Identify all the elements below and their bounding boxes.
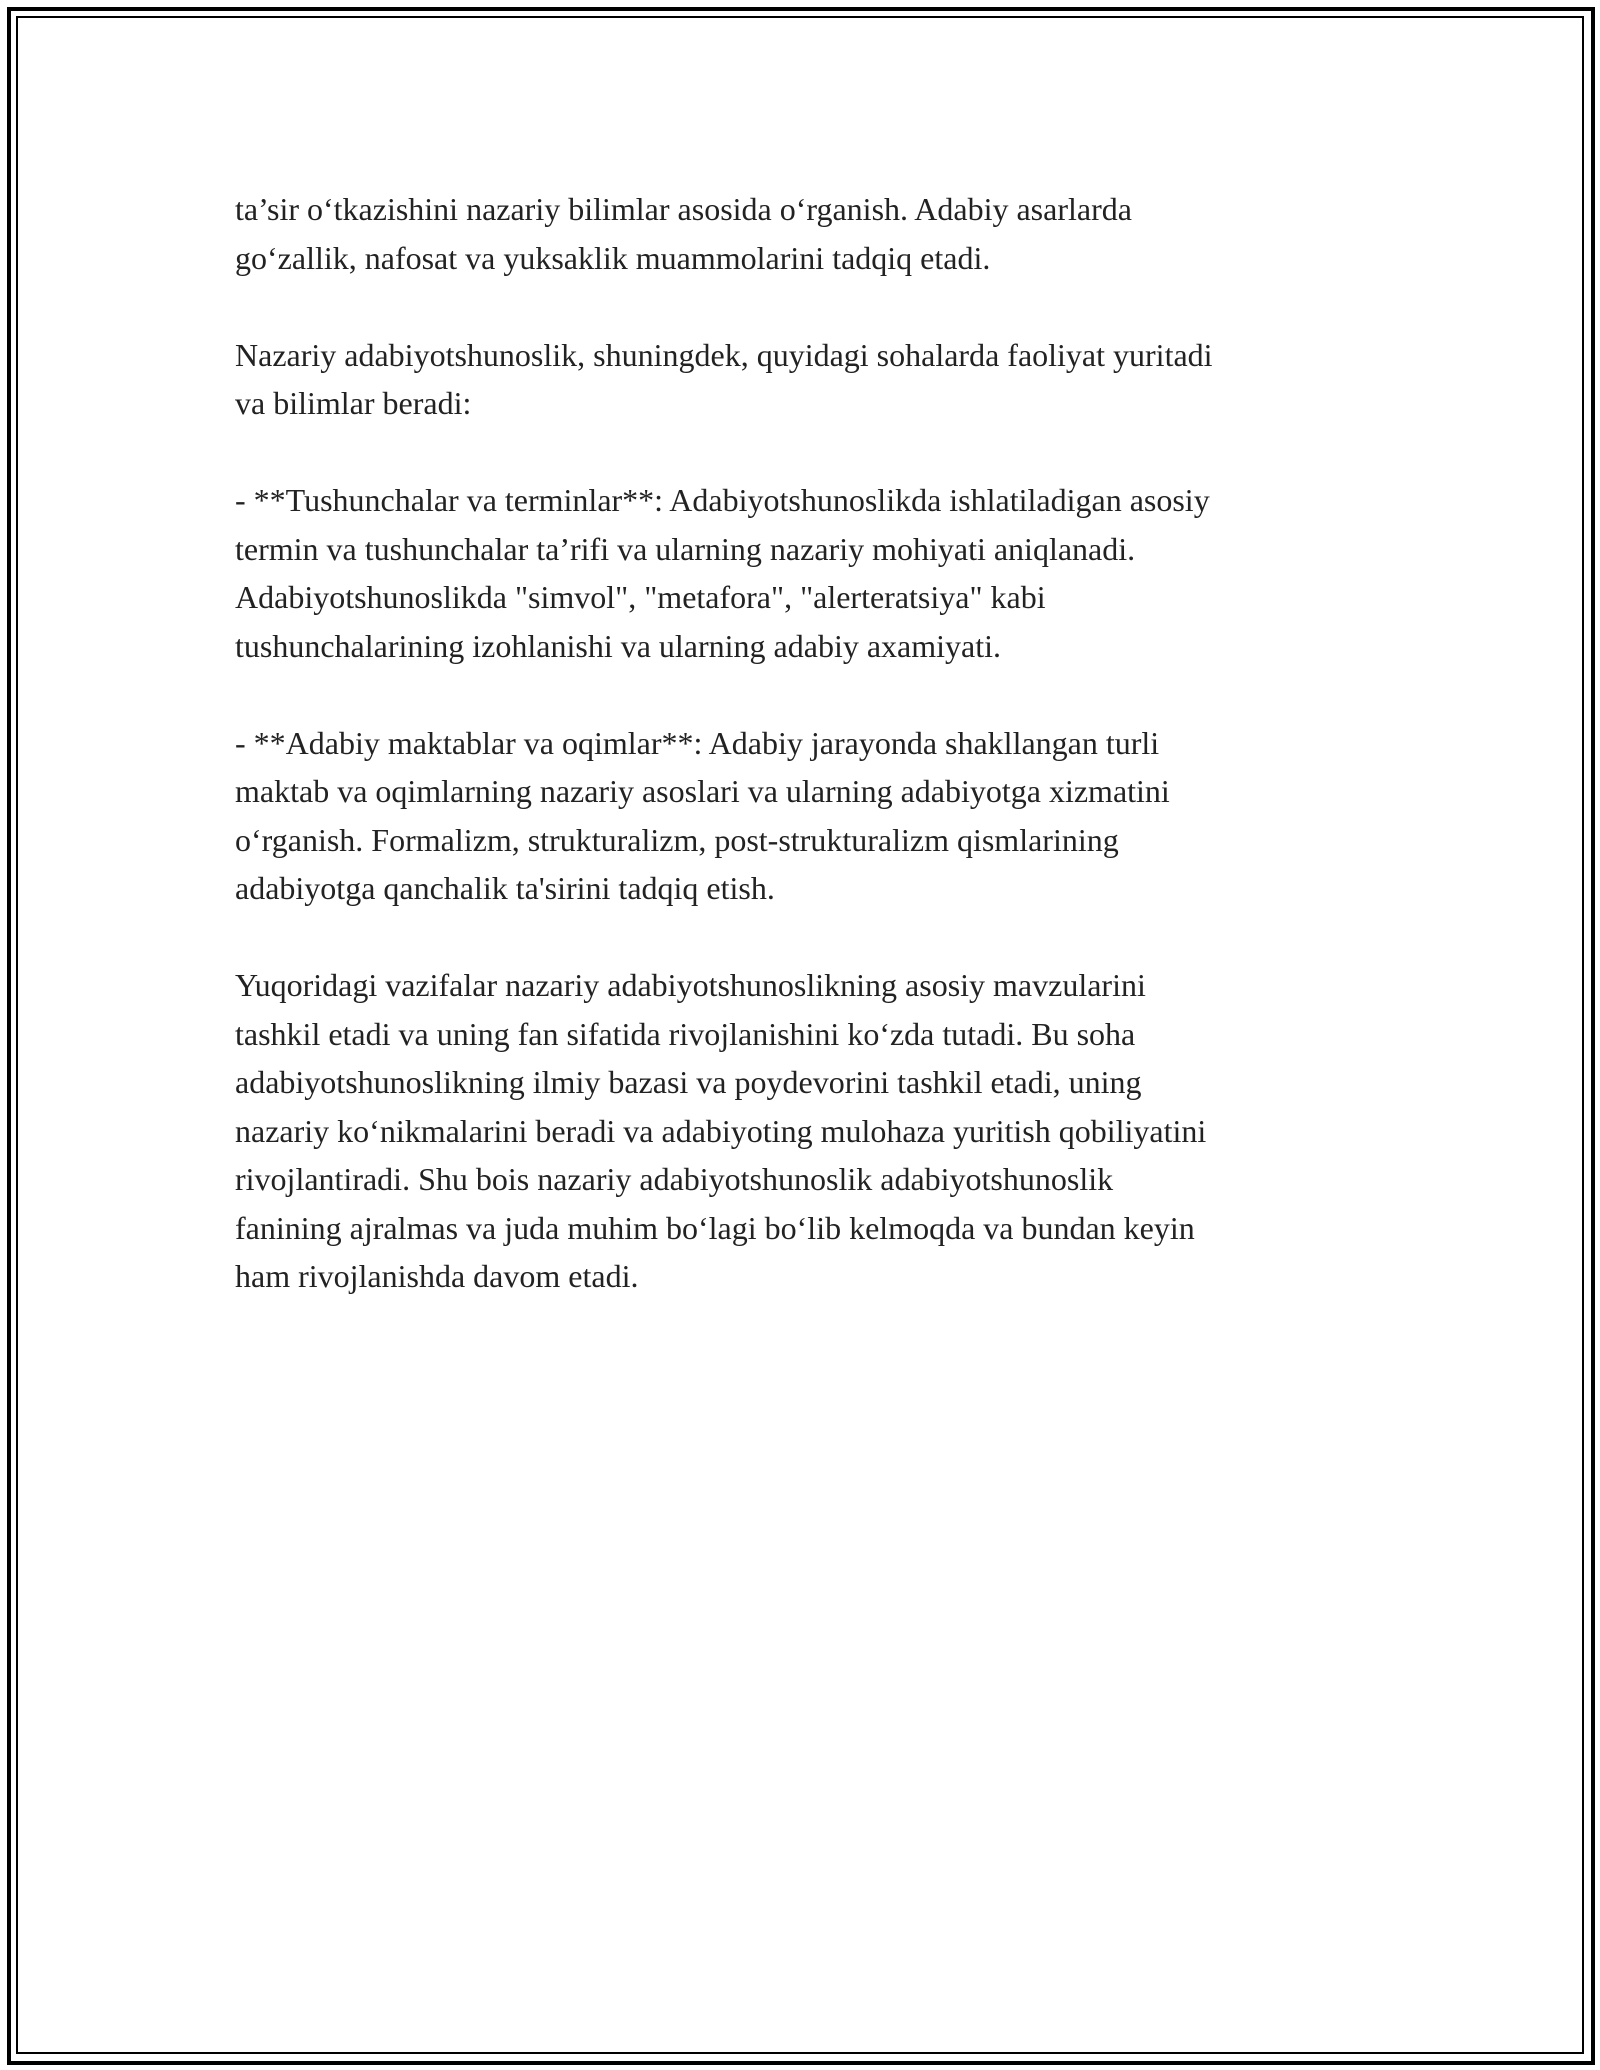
text-line: ta’sir o‘tkazishini nazariy bilimlar asosida o‘rganish. Adabiy asarlarda [235,191,1132,227]
list-item-concepts-terms [235,476,1375,670]
paragraph-intro-continuation [235,185,1375,282]
text-line: tushunchalarining izohlanishi va ularning adabiy axamiyati. [235,627,1002,664]
paragraph-conclusion [235,961,1375,1301]
text-line: tashkil etadi va uning fan sifatida rivojlanishini ko‘zda tutadi. Bu soha [235,1015,1136,1052]
text-line: fanining ajralmas va juda muhim bo‘lagi bo‘lib kelmoqda va bundan keyin [235,1209,1195,1246]
text-line: ham rivojlanishda davom etadi. [235,1258,639,1294]
text-line: Adabiyotshunoslikda "simvol", "metafora", "alerteratsiya" kabi [235,579,1046,615]
text-line: nazariy ko‘nikmalarini beradi va adabiyoting mulohaza yuritish qobiliyatini [235,1112,1207,1149]
text-line: go‘zallik, nafosat va yuksaklik muammolarini tadqiq etadi. [235,239,991,276]
paragraph-fields-intro [235,331,1375,428]
text-line: va bilimlar beradi: [235,385,472,421]
text-line: rivojlantiradi. Shu bois nazariy adabiyotshunoslik adabiyotshunoslik [235,1161,1114,1197]
text-line: - **Adabiy maktablar va oqimlar**: Adabiy jarayonda shakllangan turli [235,724,1160,761]
text-line: - **Tushunchalar va terminlar**: Adabiyotshunoslikda ishlatiladigan asosiy [235,482,1210,518]
list-item-schools-movements [235,719,1375,913]
text-line: adabiyotga qanchalik ta'sirini tadqiq etish. [235,870,775,906]
text-line: Yuqoridagi vazifalar nazariy adabiyotshunoslikning asosiy mavzularini [235,967,1146,1003]
document-body [235,185,1375,1349]
text-line: termin va tushunchalar ta’rifi va ularning nazariy mohiyati aniqlanadi. [235,530,1136,567]
text-line: o‘rganish. Formalizm, strukturalizm, post-strukturalizm qismlarining [235,821,1119,858]
text-line: Nazariy adabiyotshunoslik, shuningdek, quyidagi sohalarda faoliyat yuritadi [235,336,1213,373]
text-line: adabiyotshunoslikning ilmiy bazasi va poydevorini tashkil etadi, uning [235,1064,1142,1100]
text-line: maktab va oqimlarning nazariy asoslari va ularning adabiyotga xizmatini [235,773,1170,809]
